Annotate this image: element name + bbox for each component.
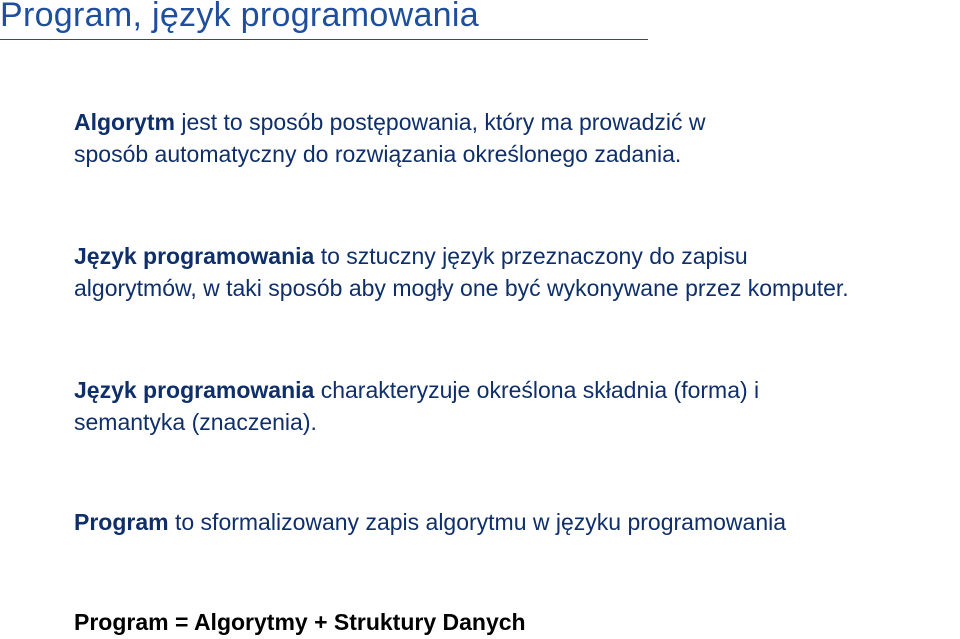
algorithm-line-1 xyxy=(74,109,706,135)
language-characteristics-line-1 xyxy=(74,377,759,403)
language-characteristics-line-2: semantyka (znaczenia). xyxy=(74,409,317,435)
language-definition-line-1 xyxy=(74,243,748,269)
language-definition-line-1-text: to sztuczny język przeznaczony do zapisu xyxy=(314,243,748,269)
language-definition xyxy=(74,240,849,304)
language-characteristics-line-1-text: charakteryzuje określona składnia (forma) i xyxy=(314,377,760,403)
title-underline xyxy=(0,39,648,40)
language-term: Język programowania xyxy=(74,377,315,403)
algorithm-line-1-text: jest to sposób postępowania, który ma prowadzić w xyxy=(174,109,706,135)
language-term: Język programowania xyxy=(74,243,315,269)
program-term: Program xyxy=(74,509,169,535)
algorithm-definition xyxy=(74,106,706,170)
program-formula xyxy=(74,606,526,638)
program-definition-text: to sformalizowany zapis algorytmu w języku programowania xyxy=(168,509,787,535)
language-definition-line-2: algorytmów, w taki sposób aby mogły one być wykonywane przez komputer. xyxy=(74,275,849,301)
language-characteristics xyxy=(74,374,759,438)
program-formula-text: Program = Algorytmy + Struktury Danych xyxy=(74,609,526,635)
algorithm-term: Algorytm xyxy=(74,109,175,135)
program-definition xyxy=(74,506,786,538)
algorithm-line-2: sposób automatyczny do rozwiązania określonego zadania. xyxy=(74,141,682,167)
slide-title: Program, język programowania xyxy=(0,0,479,34)
